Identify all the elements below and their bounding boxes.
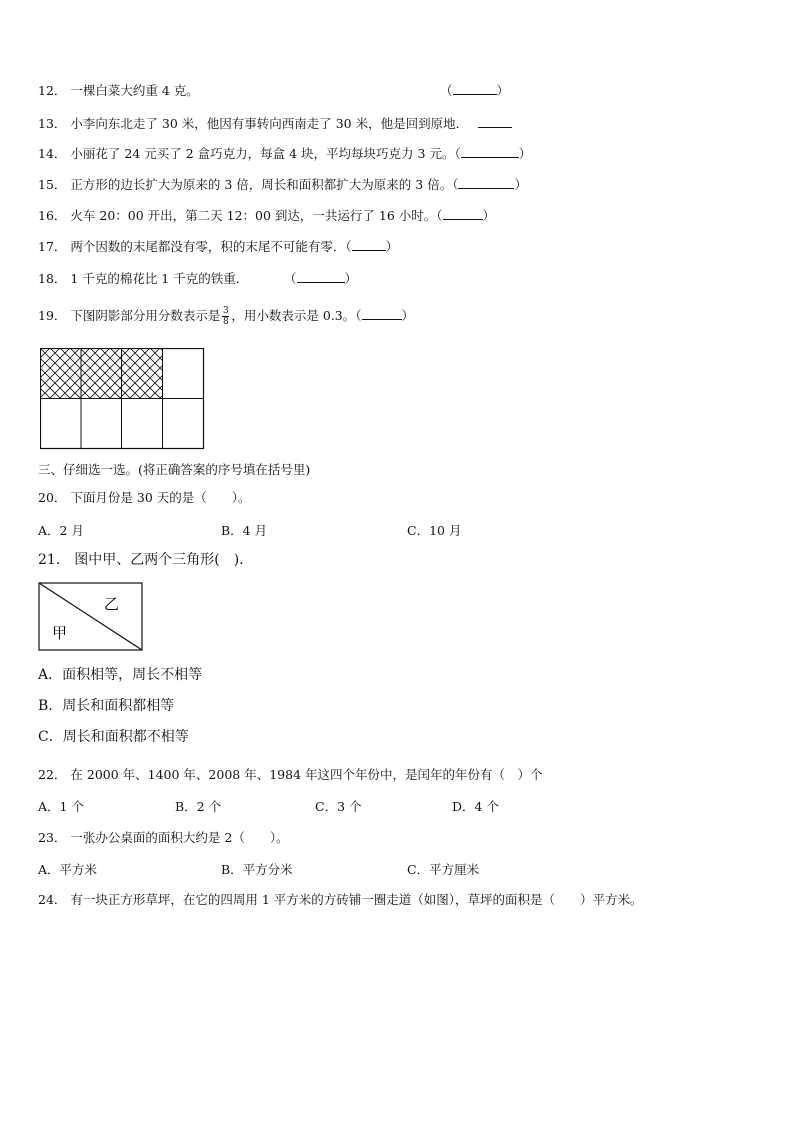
question-number: 12． xyxy=(38,83,67,98)
shaded-cell xyxy=(122,349,163,399)
question-14 xyxy=(38,145,531,163)
triangle-rectangle-figure xyxy=(38,582,144,652)
option-a[interactable]: A．平方米 xyxy=(38,862,98,877)
close-paren: ） xyxy=(518,146,532,161)
close-paren: ） xyxy=(344,271,358,286)
question-number: 15． xyxy=(38,177,67,192)
question-24 xyxy=(38,891,643,909)
option-a[interactable]: A．1 个 xyxy=(38,799,84,814)
question-number: 21． xyxy=(38,552,70,568)
option-c[interactable]: C．3 个 xyxy=(315,799,362,814)
option-c[interactable]: C．平方厘米 xyxy=(407,862,480,877)
question-22 xyxy=(38,766,543,784)
question-23 xyxy=(38,829,289,847)
shaded-cell xyxy=(81,349,122,399)
option-b[interactable]: B．平方分米 xyxy=(221,862,293,877)
option-b[interactable]: B．2 个 xyxy=(175,799,222,814)
open-paren: （ xyxy=(440,83,453,98)
option-b[interactable]: B．周长和面积都相等 xyxy=(38,698,175,714)
answer-blank-16[interactable] xyxy=(443,207,483,220)
question-number: 17． xyxy=(38,239,67,254)
question-21 xyxy=(38,551,253,569)
question-number: 18． xyxy=(38,271,67,286)
shaded-cell xyxy=(41,349,82,399)
question-12 xyxy=(38,82,199,100)
open-paren: （ xyxy=(284,271,297,286)
question-number: 16． xyxy=(38,208,67,223)
question-text: 1 千克的棉花比 1 千克的铁重． xyxy=(70,271,249,286)
option-a[interactable]: A．2 月 xyxy=(38,523,84,538)
option-b[interactable]: B．4 月 xyxy=(221,523,268,538)
question-text: 有一块正方形草坪，在它的四周用 1 平方米的方砖铺一圈走道（如图），草坪的面积是（ ）平方米。 xyxy=(70,892,643,907)
question-13 xyxy=(38,115,512,133)
question-number: 14． xyxy=(38,146,67,161)
question-18 xyxy=(38,270,248,288)
answer-blank-13[interactable] xyxy=(478,115,512,128)
fraction-3-8 xyxy=(222,306,229,327)
question-16 xyxy=(38,207,495,225)
question-text: 一张办公桌面的面积大约是 2（ ）。 xyxy=(70,830,289,845)
question-19 xyxy=(38,305,414,327)
option-c[interactable]: C．10 月 xyxy=(407,523,462,538)
question-17 xyxy=(38,238,398,256)
option-a[interactable]: A．面积相等，周长不相等 xyxy=(38,667,203,683)
section-3-title: 三、仔细选一选。(将正确答案的序号填在括号里) xyxy=(38,462,311,477)
question-text: 一棵白菜大约重 4 克。 xyxy=(70,83,199,98)
question-text-b: ，用小数表示是 0.3。（ xyxy=(231,308,362,323)
question-text: 下图阴影部分用分数表示是 xyxy=(70,308,221,323)
label-yi: 乙 xyxy=(104,595,120,613)
question-number: 23． xyxy=(38,830,67,845)
fraction-denominator: 8 xyxy=(223,317,229,327)
option-d[interactable]: D．4 个 xyxy=(452,799,499,814)
answer-blank-12[interactable] xyxy=(440,82,509,100)
question-number: 22． xyxy=(38,767,67,782)
blank-line[interactable] xyxy=(453,82,497,95)
question-text: 火车 20：00 开出，第二天 12：00 到达，一共运行了 16 小时。（ xyxy=(70,208,443,223)
question-number: 13． xyxy=(38,116,67,131)
close-paren: ） xyxy=(482,208,496,223)
question-20 xyxy=(38,489,251,507)
label-jia: 甲 xyxy=(52,624,68,642)
close-paren: ） xyxy=(496,83,510,98)
close-paren: ） xyxy=(385,239,399,254)
blank-line[interactable] xyxy=(297,270,345,283)
close-paren: ） xyxy=(401,308,415,323)
question-text: 小李向东北走了 30 米，他因有事转向西南走了 30 米，他是回到原地． xyxy=(70,116,469,131)
question-number: 24． xyxy=(38,892,67,907)
close-paren: ） xyxy=(514,177,527,192)
question-text: 下面月份是 30 天的是（ ）。 xyxy=(70,490,251,505)
question-number: 19． xyxy=(38,308,67,323)
answer-blank-17[interactable] xyxy=(352,238,386,251)
question-text: 图中甲、乙两个三角形( )． xyxy=(74,552,254,568)
question-number: 20． xyxy=(38,490,67,505)
answer-blank-14[interactable] xyxy=(461,145,519,158)
question-text: 两个因数的末尾都没有零，积的末尾不可能有零．（ xyxy=(70,239,352,254)
answer-blank-15[interactable] xyxy=(458,176,514,189)
answer-blank-18[interactable] xyxy=(284,270,357,288)
fraction-numerator: 3 xyxy=(223,306,229,316)
question-15 xyxy=(38,176,527,194)
option-c[interactable]: C．周长和面积都不相等 xyxy=(38,729,189,745)
question-text: 小丽花了 24 元买了 2 盒巧克力，每盒 4 块，平均每块巧克力 3 元。（ xyxy=(70,146,461,161)
question-text: 在 2000 年、1400 年、2008 年、1984 年这四个年份中，是闰年的年份有（ ）个 xyxy=(70,767,543,782)
answer-blank-19[interactable] xyxy=(362,307,402,320)
question-text: 正方形的边长扩大为原来的 3 倍，周长和面积都扩大为原来的 3 倍。（ xyxy=(70,177,459,192)
shaded-grid-figure xyxy=(40,348,206,450)
